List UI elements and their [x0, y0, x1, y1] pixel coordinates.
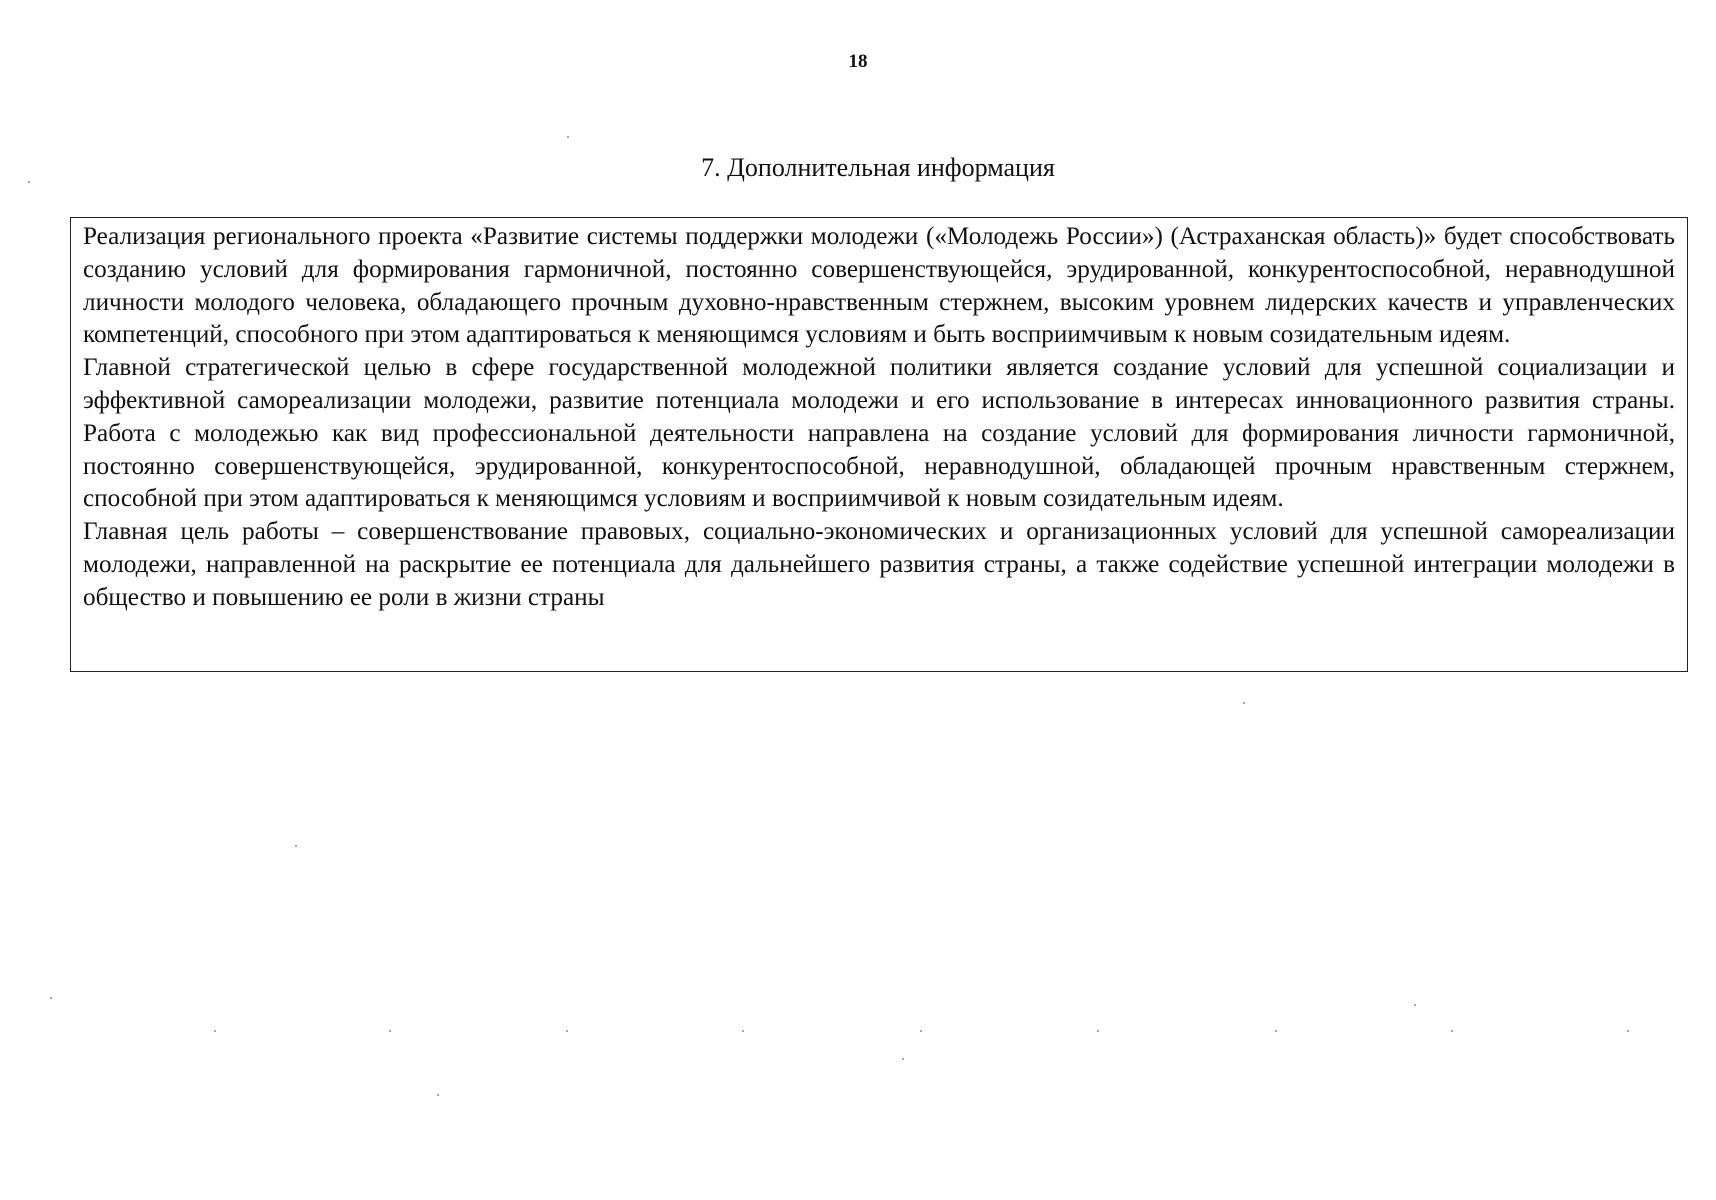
page-number: 18 — [848, 51, 868, 72]
scan-speck — [295, 845, 297, 847]
scan-speck — [389, 1030, 391, 1032]
additional-info-box — [70, 217, 1688, 672]
scan-speck — [902, 1058, 904, 1060]
scan-speck — [1097, 1030, 1099, 1032]
scan-speck — [1243, 702, 1245, 704]
scan-speck — [1627, 1030, 1629, 1032]
scan-speck — [742, 1030, 744, 1032]
scan-speck — [920, 1030, 922, 1032]
scan-speck — [50, 997, 52, 999]
section-title: 7. Дополнительная информация — [701, 153, 1055, 182]
scan-speck — [1451, 1030, 1453, 1032]
scan-speck — [28, 181, 30, 183]
scan-speck — [567, 136, 569, 138]
paragraph-project-goal: Реализация регионального проекта «Развитие системы поддержки молодежи («Молодежь России») (Астраханская область)» будет способствовать созданию условий для формирования гармоничной, постоянно совершенствующейся, эрудированной, конкурентоспособной, неравнодушной личности молодого человека, обладающего прочным духовно-нравственным стержнем, высоким уровнем лидерских качеств и управленческих компетенций, способного при этом адаптироваться к меняющимся условиям и быть восприимчивым к новым созидательным идеям. — [83, 223, 1675, 349]
scan-speck — [1275, 1030, 1277, 1032]
scan-speck — [437, 1094, 439, 1096]
scan-speck — [566, 1030, 568, 1032]
scan-speck — [1414, 1004, 1416, 1006]
paragraph-main-goal: Главная цель работы – совершенствование правовых, социально-экономических и организационных условий для успешной самореализации молодежи, направленной на раскрытие ее потенциала для дальнейшего развития страны, а также содействие успешной интеграции молодежи в общество и повышению ее роли в жизни страны — [83, 518, 1675, 611]
paragraph-strategic-goal: Главной стратегической целью в сфере государственной молодежной политики является создание условий для успешной социализации и эффективной самореализации молодежи, развитие потенциала молодежи и его использование в интересах инновационного развития страны. Работа с молодежью как вид профессиональной деятельности направлена на создание условий для формирования личности гармоничной, постоянно совершенствующейся, эрудированной, конкурентоспособной, неравнодушной, обладающей прочным нравственным стержнем, способной при этом адаптироваться к меняющимся условиям и восприимчивой к новым созидательным идеям. — [83, 354, 1675, 513]
scan-speck — [214, 1030, 216, 1032]
